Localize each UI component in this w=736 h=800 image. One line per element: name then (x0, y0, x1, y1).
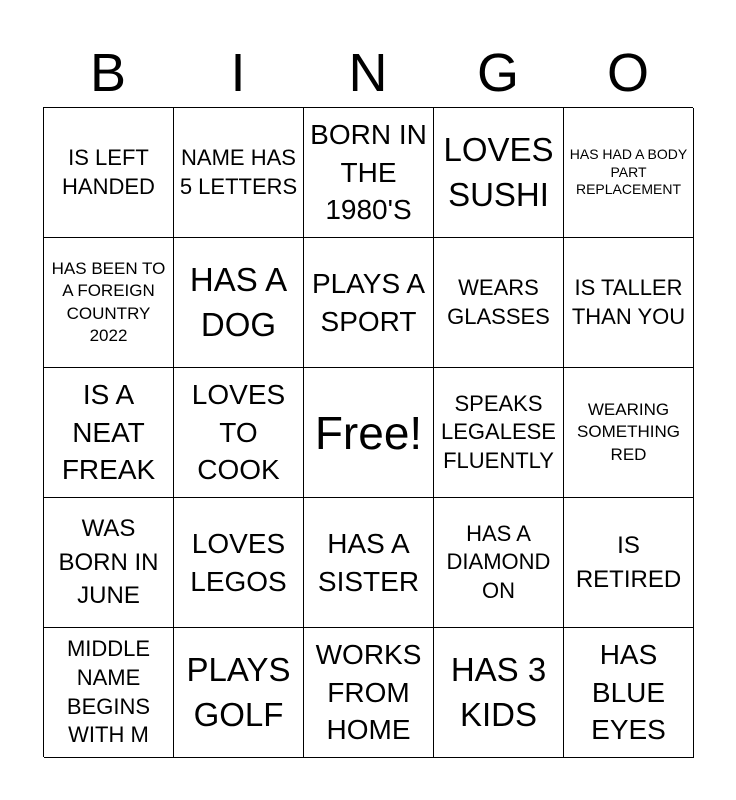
cell-text: NAME HAS 5 LETTERS (179, 144, 298, 199)
bingo-cell[interactable] (44, 498, 174, 628)
bingo-cell[interactable] (174, 368, 304, 498)
bingo-cell[interactable] (44, 238, 174, 368)
cell-text: IS A NEAT FREAK (61, 378, 156, 486)
bingo-cell[interactable] (564, 108, 694, 238)
bingo-cell[interactable] (304, 108, 434, 238)
header-letter-i: I (230, 43, 246, 103)
bingo-cell[interactable] (434, 628, 564, 758)
cell-text: WEARS GLASSES (447, 274, 550, 329)
bingo-cell[interactable] (304, 238, 434, 368)
bingo-board (43, 107, 693, 757)
cell-text: IS LEFT HANDED (62, 144, 155, 199)
cell-text: WEARING SOMETHING RED (577, 400, 680, 464)
bingo-cell[interactable] (564, 628, 694, 758)
cell-text: LOVES TO COOK (191, 378, 286, 486)
header-letter-n: N (348, 43, 388, 103)
bingo-cell[interactable] (434, 498, 564, 628)
header-letter-b: B (89, 43, 127, 103)
bingo-cell[interactable] (304, 498, 434, 628)
cell-text: HAS BEEN TO A FOREIGN COUNTRY 2022 (51, 259, 166, 345)
cell-text: HAS BLUE EYES (591, 638, 666, 746)
cell-text: HAS A SISTER (317, 527, 420, 597)
bingo-cell[interactable] (174, 238, 304, 368)
cell-text: IS TALLER THAN YOU (571, 274, 686, 329)
cell-text: HAS A DIAMOND ON (446, 520, 551, 603)
bingo-cell[interactable] (174, 108, 304, 238)
bingo-cell[interactable] (174, 628, 304, 758)
cell-text: MIDDLE NAME BEGINS WITH M (66, 636, 151, 748)
bingo-cell[interactable] (564, 368, 694, 498)
header-letter-g: G (476, 43, 519, 103)
cell-text: PLAYS GOLF (186, 650, 291, 733)
cell-text: Free! (314, 406, 423, 459)
cell-text: SPEAKS LEGALESE FLUENTLY (441, 390, 556, 473)
bingo-cell[interactable] (564, 498, 694, 628)
cell-text: HAS HAD A BODY PART REPLACEMENT (569, 146, 688, 198)
cell-text: HAS A DOG (189, 260, 288, 343)
cell-text: IS RETIRED (575, 531, 682, 593)
bingo-header (43, 38, 693, 108)
bingo-cell[interactable] (44, 628, 174, 758)
bingo-cell[interactable] (304, 628, 434, 758)
cell-text: LOVES SUSHI (443, 130, 554, 213)
cell-text: BORN IN THE 1980'S (310, 118, 427, 226)
cell-text: WAS BORN IN JUNE (58, 515, 159, 610)
bingo-cell[interactable] (564, 238, 694, 368)
bingo-cell[interactable] (434, 238, 564, 368)
cell-text: PLAYS A SPORT (311, 267, 426, 337)
bingo-cell[interactable] (434, 108, 564, 238)
cell-text: LOVES LEGOS (190, 527, 287, 597)
header-letter-o: O (606, 43, 649, 103)
cell-text: HAS 3 KIDS (450, 650, 547, 733)
bingo-cell[interactable] (174, 498, 304, 628)
free-space-cell[interactable] (304, 368, 434, 498)
bingo-cell[interactable] (44, 108, 174, 238)
bingo-cell[interactable] (434, 368, 564, 498)
bingo-cell[interactable] (44, 368, 174, 498)
cell-text: WORKS FROM HOME (315, 638, 422, 746)
